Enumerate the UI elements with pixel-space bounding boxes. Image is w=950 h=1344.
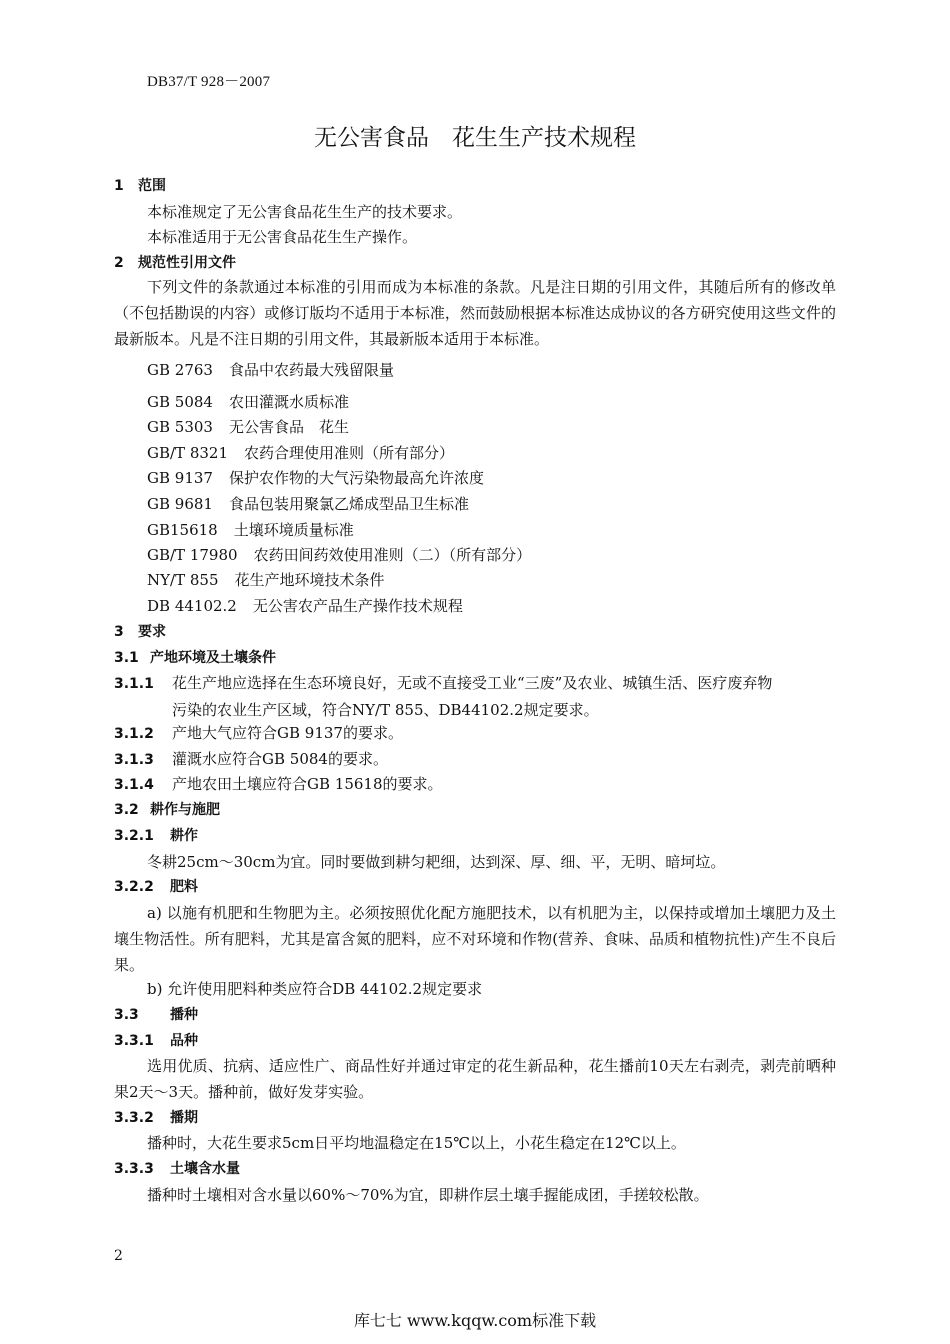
- clause-text: 灌溉水应符合GB 5084的要求。: [172, 750, 388, 768]
- clause-number: 3.2.1: [114, 828, 154, 844]
- subsection-number: 3.1: [114, 650, 139, 666]
- clause-text: 花生产地应选择在生态环境良好，无或不直接受工业“三废”及农业、城镇生活、医疗废弃物: [172, 674, 773, 692]
- subsection-3-2-heading: [114, 800, 220, 820]
- clause-3-1-2: [114, 720, 836, 747]
- reference-item: [147, 414, 349, 440]
- section-title: 规范性引用文件: [138, 255, 236, 271]
- section-title: 范围: [138, 178, 166, 194]
- reference-code: GB/T 8321: [147, 444, 229, 462]
- variety-paragraph: 选用优质、抗病、适应性广、商品性好并通过审定的花生新品种，花生播前10天左右剥壳，剥壳前晒种果2天～3天。播种前，做好发芽实验。: [114, 1057, 836, 1101]
- scope-paragraph-1: 本标准规定了无公害食品花生生产的技术要求。: [147, 203, 463, 221]
- clause-number: 3.1.3: [114, 752, 154, 768]
- clause-text-continued: 污染的农业生产区域，符合NY/T 855、DB44102.2规定要求。: [172, 701, 599, 719]
- reference-item: [147, 389, 349, 415]
- scope-paragraph-2: 本标准适用于无公害食品花生生产操作。: [147, 228, 418, 246]
- clause-3-1-1: [114, 670, 836, 723]
- section-3-heading: [114, 622, 166, 642]
- clause-number: 3.1.2: [114, 726, 154, 742]
- subsection-title: 播种: [170, 1007, 198, 1023]
- reference-name: 花生产地环境技术条件: [234, 571, 385, 589]
- clause-3-3-1-heading: [114, 1031, 198, 1051]
- clause-title: 品种: [170, 1033, 198, 1049]
- clause-3-1-4: [114, 771, 836, 798]
- reference-name: 土壤环境质量标准: [233, 521, 354, 539]
- reference-code: GB15618: [147, 521, 218, 539]
- clause-text: 产地大气应符合GB 9137的要求。: [172, 724, 403, 742]
- clause-3-3-2-heading: [114, 1108, 198, 1128]
- reference-name: 食品包装用聚氯乙烯成型品卫生标准: [228, 495, 469, 513]
- reference-code: DB 44102.2: [147, 597, 237, 615]
- clause-3-3-3-heading: [114, 1159, 240, 1179]
- subsection-title: 产地环境及土壤条件: [150, 650, 276, 666]
- subsection-3-1-heading: [114, 648, 276, 668]
- clause-3-2-2-heading: [114, 877, 198, 897]
- reference-name: 农田灌溉水质标准: [228, 393, 349, 411]
- clause-number: 3.2.2: [114, 879, 154, 895]
- reference-item: [147, 491, 469, 517]
- section-1-heading: [114, 176, 166, 196]
- section-number: 3: [114, 624, 124, 640]
- clause-3-1-3: [114, 746, 836, 773]
- document-title: 无公害食品 花生生产技术规程: [314, 125, 636, 151]
- reference-code: GB/T 17980: [147, 546, 238, 564]
- reference-name: 无公害农产品生产操作技术规程: [252, 597, 463, 615]
- clause-title: 肥料: [170, 879, 198, 895]
- reference-code: NY/T 855: [147, 571, 219, 589]
- clause-text: 产地农田土壤应符合GB 15618的要求。: [172, 775, 443, 793]
- clause-3-2-1-heading: [114, 826, 198, 846]
- reference-item: [147, 567, 385, 593]
- reference-code: GB 2763: [147, 361, 213, 379]
- subsection-title: 耕作与施肥: [150, 802, 220, 818]
- reference-code: GB 9681: [147, 495, 213, 513]
- reference-name: 食品中农药最大残留限量: [228, 361, 394, 379]
- standard-code: DB37/T 928－2007: [147, 74, 271, 90]
- footer-watermark: 库七七 www.kqqw.com标准下载: [353, 1311, 597, 1330]
- fertilizer-item-b: b) 允许使用肥料种类应符合DB 44102.2规定要求: [147, 980, 483, 998]
- clause-title: 土壤含水量: [170, 1161, 240, 1177]
- reference-name: 农药田间药效使用准则（二）（所有部分）: [253, 546, 532, 564]
- soil-moisture-paragraph: 播种时土壤相对含水量以60%～70%为宜，即耕作层土壤手握能成团，手搓较松散。: [147, 1186, 709, 1204]
- tillage-paragraph: 冬耕25cm～30cm为宜。同时要做到耕匀耙细，达到深、厚、细、平，无明、暗坷垃。: [147, 853, 726, 871]
- reference-item: [147, 517, 354, 543]
- reference-item: [147, 593, 463, 619]
- reference-code: GB 9137: [147, 469, 213, 487]
- clause-number: 3.1.4: [114, 777, 154, 793]
- reference-item: [147, 357, 394, 383]
- fertilizer-item-a: a) 以施有机肥和生物肥为主。必须按照优化配方施肥技术，以有机肥为主，以保持或增加土壤肥力及土壤生物活性。所有肥料，尤其是富含氮的肥料，应不对环境和作物(营养、食味、品质和植物抗性)产生不良后果。: [114, 904, 836, 974]
- page-number: 2: [114, 1248, 123, 1264]
- clause-title: 耕作: [170, 828, 198, 844]
- reference-name: 农药合理使用准则（所有部分）: [244, 444, 455, 462]
- subsection-number: 3.2: [114, 802, 139, 818]
- clause-number: 3.1.1: [114, 676, 154, 692]
- clause-number: 3.3.3: [114, 1161, 154, 1177]
- section-number: 1: [114, 178, 124, 194]
- reference-name: 无公害食品 花生: [228, 418, 349, 436]
- reference-item: [147, 440, 454, 466]
- sowing-date-paragraph: 播种时，大花生要求5cm日平均地温稳定在15℃以上，小花生稳定在12℃以上。: [147, 1134, 686, 1152]
- clause-number: 3.3.1: [114, 1033, 154, 1049]
- reference-item: [147, 465, 484, 491]
- subsection-number: 3.3: [114, 1007, 139, 1023]
- clause-title: 播期: [170, 1110, 198, 1126]
- section-number: 2: [114, 255, 124, 271]
- references-intro-paragraph: 下列文件的条款通过本标准的引用而成为本标准的条款。凡是注日期的引用文件，其随后所有的修改单（不包括勘误的内容）或修订版均不适用于本标准，然而鼓励根据本标准达成协议的各方研究使用这些文件的最新版本。凡是不注日期的引用文件，其最新版本适用于本标准。: [114, 278, 836, 348]
- reference-item: [147, 542, 531, 568]
- subsection-3-3-heading: [114, 1005, 198, 1025]
- clause-number: 3.3.2: [114, 1110, 154, 1126]
- reference-name: 保护农作物的大气污染物最高允许浓度: [228, 469, 484, 487]
- section-title: 要求: [138, 624, 166, 640]
- reference-code: GB 5084: [147, 393, 213, 411]
- section-2-heading: [114, 253, 236, 273]
- reference-code: GB 5303: [147, 418, 213, 436]
